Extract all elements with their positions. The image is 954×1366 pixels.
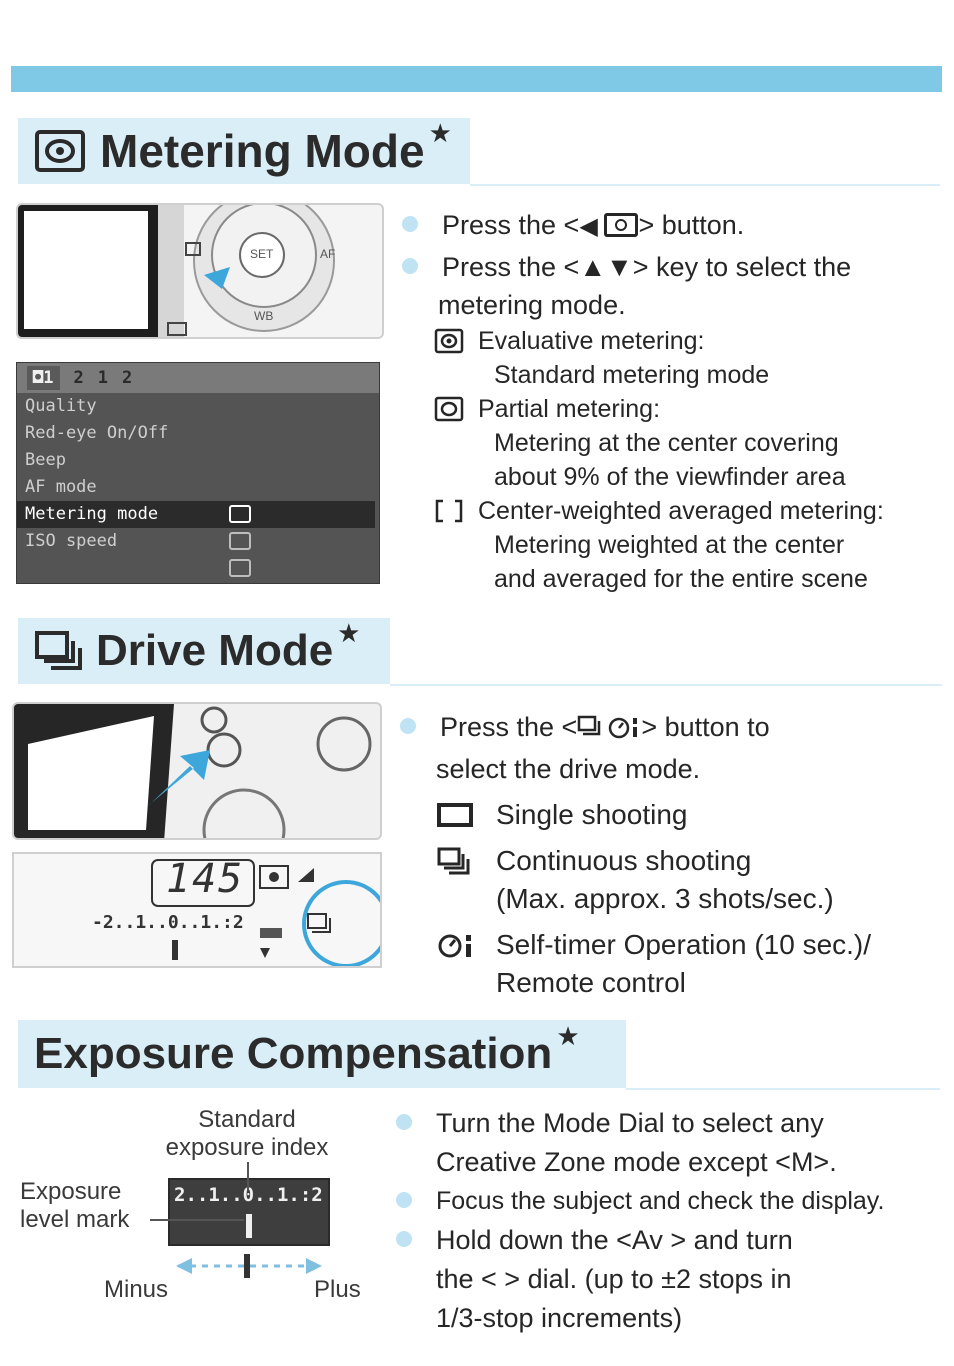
evaluative-metering-row: Evaluative metering: xyxy=(434,324,942,358)
menu-item-beep: Beep xyxy=(25,450,66,470)
exposure-head-rule xyxy=(626,1088,940,1090)
header-band xyxy=(11,66,942,92)
star-mark: ★ xyxy=(556,1020,580,1051)
drive-step-1: Press the < > button to xyxy=(400,708,940,746)
self-timer-row: Self-timer Operation (10 sec.)/ Remote control xyxy=(436,926,940,1002)
menu-item-metering-mode: Metering mode xyxy=(17,501,375,528)
drive-step-1-line2: select the drive mode. xyxy=(436,754,701,784)
menu-option-partial-icon xyxy=(229,532,251,550)
single-shooting-row: Single shooting xyxy=(436,796,940,834)
partial-metering-desc-2: about 9% of the viewfinder area xyxy=(494,463,846,491)
bullet-icon xyxy=(396,1192,412,1208)
bullet-icon xyxy=(396,1114,412,1130)
exposure-scale-lcd xyxy=(168,1178,330,1246)
wb-label: WB xyxy=(254,309,274,323)
drive-mode-title: Drive Mode xyxy=(96,626,334,675)
bullet-icon xyxy=(402,258,418,274)
lcd-shots-remaining: 145 xyxy=(166,856,245,902)
exposure-compensation-heading xyxy=(18,1020,626,1088)
metering-step-2: Press the <▲▼> key to select the xyxy=(402,248,942,286)
continuous-shooting-row: Continuous shooting (Max. approx. 3 shots/sec.) xyxy=(436,842,940,918)
center-weighted-desc-2: and averaged for the entire scene xyxy=(494,565,868,593)
drive-selftimer-button-icon xyxy=(577,714,641,740)
menu-option-center-icon xyxy=(229,559,251,577)
metering-mode-list xyxy=(434,324,942,596)
partial-metering-icon xyxy=(434,396,464,422)
exposure-step-1: Turn the Mode Dial to select any Creative Zone mode except <M>. xyxy=(396,1104,944,1182)
single-shooting-icon xyxy=(436,800,476,830)
menu-tab-3: 1 xyxy=(97,368,108,388)
continuous-shooting-icon xyxy=(436,846,476,876)
camera-drive-button-photo xyxy=(12,702,382,840)
drive-mode-heading xyxy=(18,618,390,684)
metering-instructions xyxy=(402,206,942,596)
menu-item-blank xyxy=(17,555,379,582)
menu-option-evaluative-icon xyxy=(229,505,251,523)
exposure-compensation-title: Exposure Compensation xyxy=(34,1029,553,1078)
metering-step-2-line2: metering mode. xyxy=(438,290,626,320)
drive-instructions xyxy=(400,708,940,1002)
evaluative-metering-desc: Standard metering mode xyxy=(494,361,770,389)
exposure-step-2: Focus the subject and check the display. xyxy=(396,1182,944,1221)
drive-head-rule xyxy=(390,684,942,686)
exposure-scale-text: 2..1..0..1.:2 xyxy=(174,1184,323,1206)
self-timer-icon xyxy=(436,930,476,960)
menu-item-quality: Quality xyxy=(25,396,97,416)
star-mark: ★ xyxy=(337,617,361,648)
exposure-instructions xyxy=(396,1104,944,1338)
evaluative-metering-icon xyxy=(434,328,464,354)
continuous-shooting-icon xyxy=(34,630,84,672)
star-mark: ★ xyxy=(428,117,452,148)
menu-tab-2: 2 xyxy=(73,368,84,388)
menu-tab-4: 2 xyxy=(122,368,133,388)
menu-item-red-eye: Red-eye On/Off xyxy=(25,423,169,443)
metering-mode-heading xyxy=(18,118,470,184)
exposure-level-mark xyxy=(246,1214,252,1238)
lcd-menu-photo xyxy=(16,362,380,584)
af-label: AF xyxy=(320,247,336,261)
evaluative-metering-icon xyxy=(34,129,86,173)
left-arrow-metering-button-icon: ◀ xyxy=(579,213,638,240)
menu-tabs xyxy=(17,363,379,393)
menu-item-af-mode: AF mode xyxy=(25,477,97,497)
center-weighted-metering-icon xyxy=(434,498,464,524)
shooting-tab-1: ◘1 xyxy=(27,366,60,390)
metering-head-rule xyxy=(470,184,940,186)
exposure-step-3: Hold down the <Av > and turn the < > dial. (up to ±2 stops in 1/3-stop increments) xyxy=(396,1221,944,1338)
partial-metering-desc-1: Metering at the center covering xyxy=(494,429,839,457)
menu-item-iso-speed: ISO speed xyxy=(17,528,379,555)
center-weighted-desc-1: Metering weighted at the center xyxy=(494,531,845,559)
exposure-level-label: Exposure level mark xyxy=(20,1178,130,1233)
bullet-icon xyxy=(402,216,418,232)
bullet-icon xyxy=(400,718,416,734)
drive-mode-list xyxy=(436,796,940,1002)
standard-exposure-label: Standard exposure index xyxy=(165,1106,329,1161)
minus-label: Minus xyxy=(104,1276,169,1303)
plus-label: Plus xyxy=(314,1276,361,1303)
lcd-panel-photo xyxy=(12,852,382,968)
center-weighted-row: Center-weighted averaged metering: xyxy=(434,494,942,528)
partial-metering-row: Partial metering: xyxy=(434,392,942,426)
metering-mode-title: Metering Mode xyxy=(100,125,425,177)
up-down-key-icon: ▲▼ xyxy=(579,252,633,282)
lcd-exposure-scale: -2..1..0..1.:2 xyxy=(92,912,244,933)
set-button-label: SET xyxy=(250,247,274,261)
metering-step-1: Press the <◀ > button. xyxy=(402,206,942,246)
bullet-icon xyxy=(396,1231,412,1247)
camera-dial-photo xyxy=(16,203,384,339)
